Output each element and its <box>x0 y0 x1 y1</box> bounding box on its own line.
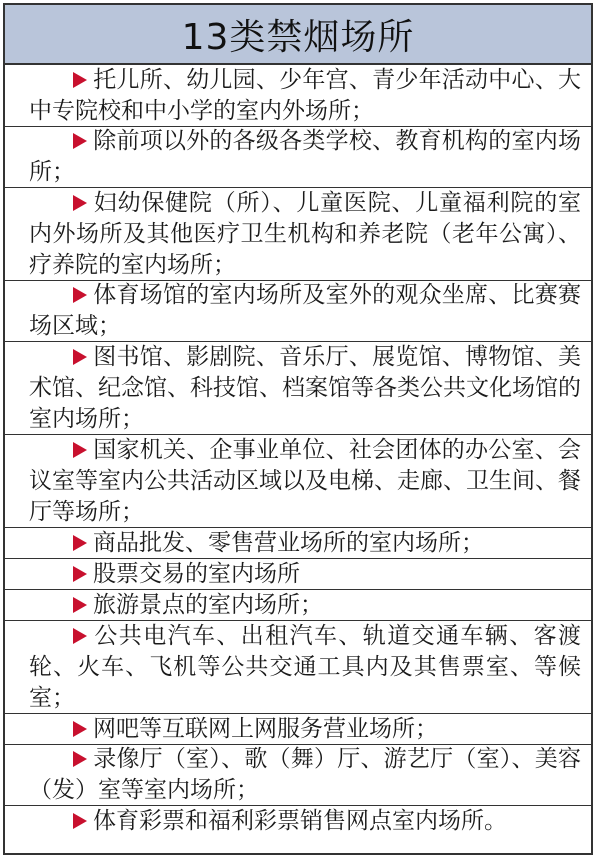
table-header <box>5 5 591 65</box>
list-item <box>5 342 591 435</box>
list-item <box>5 188 591 281</box>
right-triangle-icon <box>73 72 87 88</box>
list-item <box>5 590 591 621</box>
list-item-text: 股票交易的室内场所 <box>93 560 300 587</box>
list-item <box>5 806 591 836</box>
list-item-text: 托儿所、幼儿园、少年宫、青少年活动中心、大中专院校和中小学的室内外场所； <box>29 66 581 124</box>
list-item <box>5 528 591 559</box>
list-item-text: 体育彩票和福利彩票销售网点室内场所。 <box>93 807 507 834</box>
list-item <box>5 127 591 188</box>
smoke-free-venues-table <box>3 3 593 855</box>
list-item <box>5 65 591 127</box>
right-triangle-icon <box>73 566 87 582</box>
list-item-text: 妇幼保健院（所）、儿童医院、儿童福利院的室内外场所及其他医疗卫生机构和养老院（老年公寓）、疗养院的室内场所； <box>29 189 581 278</box>
right-triangle-icon <box>73 133 87 149</box>
right-triangle-icon <box>73 442 87 458</box>
right-triangle-icon <box>73 195 87 211</box>
right-triangle-icon <box>73 813 87 829</box>
right-triangle-icon <box>73 721 87 737</box>
list-item-text: 商品批发、零售营业场所的室内场所； <box>93 529 484 556</box>
list-item <box>5 714 591 745</box>
list-item <box>5 559 591 590</box>
right-triangle-icon <box>73 349 87 365</box>
list-item-text: 体育场馆的室内场所及室外的观众坐席、比赛赛场区域； <box>29 282 581 339</box>
right-triangle-icon <box>73 628 87 644</box>
right-triangle-icon <box>73 597 87 613</box>
list-item-text: 国家机关、企事业单位、社会团体的办公室、会议室等室内公共活动区域以及电梯、走廊、卫生间、餐厅等场所； <box>29 436 581 525</box>
list-item-text: 网吧等互联网上网服务营业场所； <box>93 715 438 742</box>
list-item <box>5 745 591 806</box>
list-item-text: 录像厅（室）、歌（舞）厅、游艺厅（室）、美容（发）室等室内场所； <box>29 746 581 803</box>
right-triangle-icon <box>73 535 87 551</box>
list-item <box>5 621 591 714</box>
list-item <box>5 435 591 528</box>
table-title: 13类禁烟场所 <box>181 16 415 58</box>
right-triangle-icon <box>73 287 87 303</box>
list-item-text: 旅游景点的室内场所； <box>93 591 323 618</box>
right-triangle-icon <box>73 751 87 767</box>
venue-list <box>5 65 591 853</box>
list-item <box>5 281 591 342</box>
list-item-text: 图书馆、影剧院、音乐厅、展览馆、博物馆、美术馆、纪念馆、科技馆、档案馆等各类公共文化场馆的室内场所； <box>29 343 581 432</box>
list-item-text: 除前项以外的各级各类学校、教育机构的室内场所； <box>29 128 581 185</box>
list-item-text: 公共电汽车、出租汽车、轨道交通车辆、客渡轮、火车、飞机等公共交通工具内及其售票室、等候室； <box>29 622 581 711</box>
